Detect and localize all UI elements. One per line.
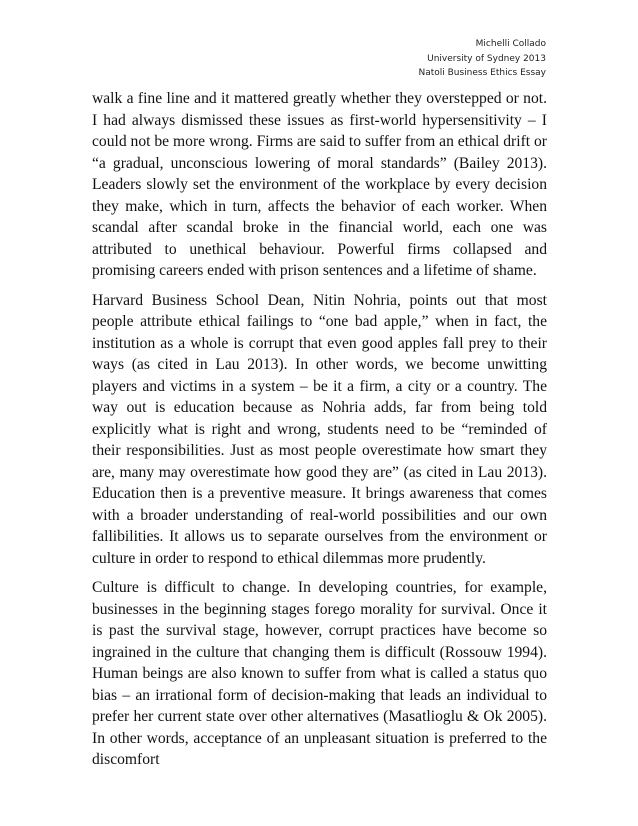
paragraph-2: Harvard Business School Dean, Nitin Nohria, points out that most people attribute ethical failings to “one bad apple,” when in fact, the institution as a whole is corrupt that even good apples fall prey to their ways (as cited in Lau 2013). In other words, we become unwitting players and victims in a system – be it a firm, a city or a country. The way out is education because as Nohria adds, far from being told explicitly what is right and wrong, students need to be “reminded of their responsibilities. Just as most people overestimate how smart they are, many may overestimate how good they are” (as cited in Lau 2013). Education then is a preventive measure. It brings awareness that comes with a broader understanding of real-world possibilities and our own fallibilities. It allows us to separate ourselves from the environment or culture in order to respond to ethical dilemmas more prudently.	[92, 291, 547, 567]
header-course: Natoli Business Ethics Essay	[418, 68, 546, 78]
essay-body	[92, 88, 547, 779]
header-author: Michelli Collado	[475, 39, 546, 49]
page-header	[418, 37, 546, 81]
paragraph-3: Culture is difficult to change. In developing countries, for example, businesses in the beginning stages forego morality for survival. Once it is past the survival stage, however, corrupt practices have become so ingrained in the culture that changing them is difficult (Rossouw 1994). Human beings are also known to suffer from what is called a status quo bias – an irrational form of decision-making that leads an individual to prefer her current state over other alternatives (Masatlioglu & Ok 2005). In other words, acceptance of an unpleasant situation is preferred to the discomfort	[92, 579, 547, 768]
header-institution: University of Sydney 2013	[427, 53, 546, 64]
paragraph-1: walk a fine line and it mattered greatly whether they overstepped or not. I had always dismissed these issues as first-world hypersensitivity – I could not be more wrong. Firms are said to suffer from an ethical drift or “a gradual, unconscious lowering of moral standards” (Bailey 2013). Leaders slowly set the environment of the workplace by every decision they make, which in turn, affects the behavior of each worker. When scandal after scandal broke in the financial world, each one was attributed to unethical behaviour. Powerful firms collapsed and promising careers ended with prison sentences and a lifetime of shame.	[92, 90, 547, 279]
